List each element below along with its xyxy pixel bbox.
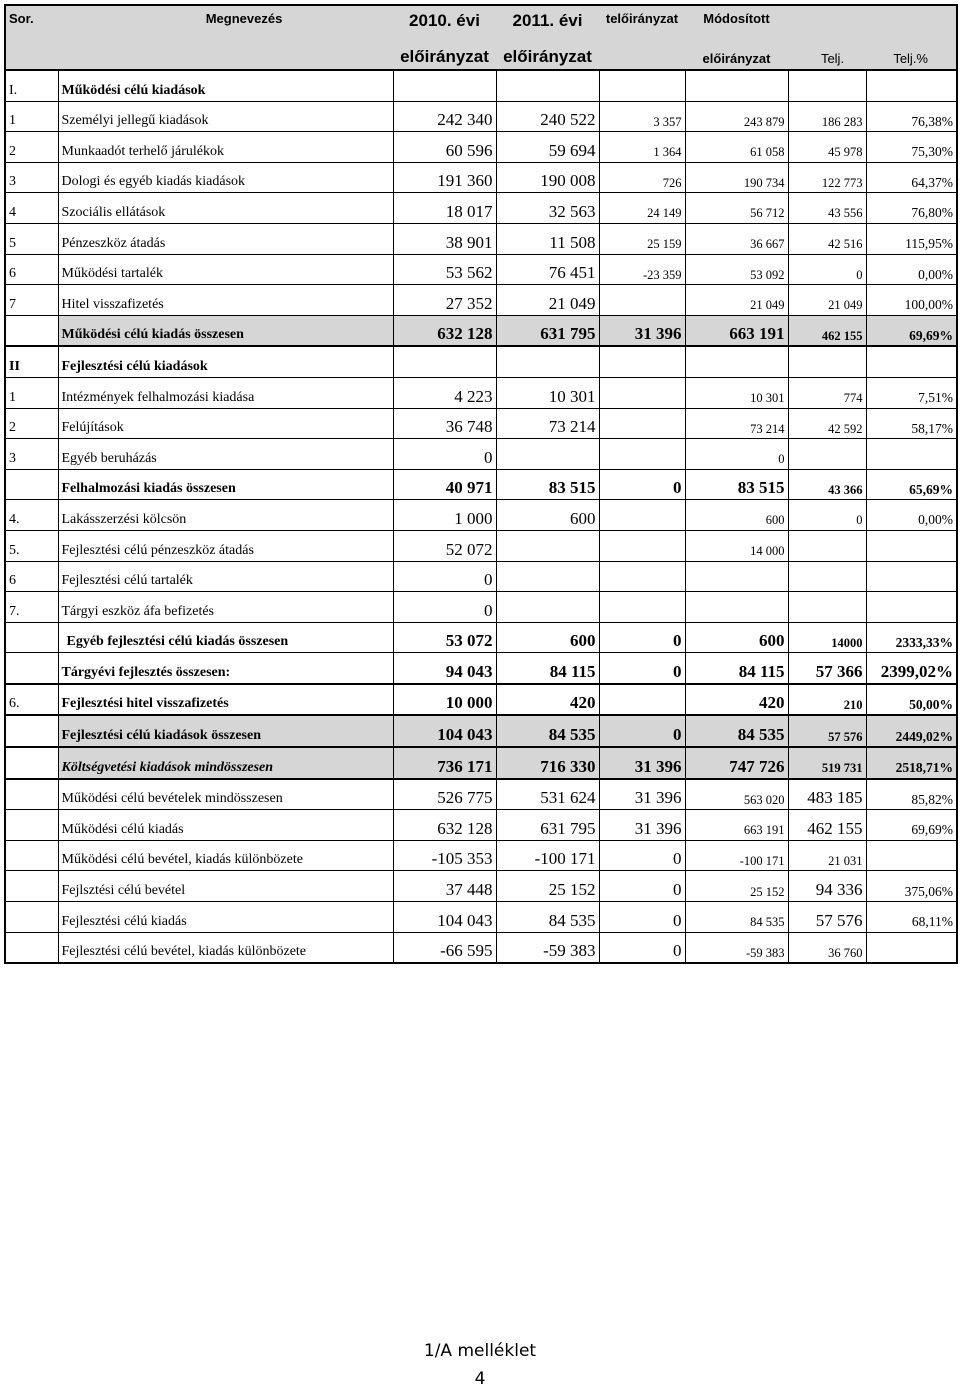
cell-v2010: 10 000 <box>393 684 496 716</box>
cell-name: Fejlesztési célú kiadás <box>58 902 393 933</box>
cell-sor: II <box>5 346 58 377</box>
cell-chg <box>599 530 685 561</box>
cell-v2011: 631 795 <box>496 315 599 346</box>
cell-pct <box>866 932 957 963</box>
cell-mod: 84 535 <box>685 715 788 747</box>
table-row <box>5 779 957 810</box>
cell-chg: 31 396 <box>599 779 685 810</box>
cell-pct: 69,69% <box>866 810 957 841</box>
cell-telj: 462 155 <box>788 315 866 346</box>
cell-chg: 0 <box>599 622 685 653</box>
cell-telj: 0 <box>788 500 866 531</box>
cell-v2010: 36 748 <box>393 408 496 439</box>
cell-name: Tárgyévi fejlesztés összesen: <box>58 653 393 684</box>
cell-sor: 6 <box>5 254 58 285</box>
table-row <box>5 530 957 561</box>
cell-chg <box>599 285 685 316</box>
cell-pct: 85,82% <box>866 779 957 810</box>
cell-chg <box>599 561 685 592</box>
cell-sor <box>5 747 58 779</box>
cell-mod: 36 667 <box>685 223 788 254</box>
cell-name: Működési célú kiadások <box>58 70 393 101</box>
cell-chg <box>599 346 685 377</box>
cell-v2011: 11 508 <box>496 223 599 254</box>
cell-sor: 1 <box>5 377 58 408</box>
cell-mod <box>685 592 788 623</box>
cell-name: Fejlesztési célú kiadások <box>58 346 393 377</box>
cell-pct: 0,00% <box>866 500 957 531</box>
cell-v2011: 716 330 <box>496 747 599 779</box>
cell-name: Működési célú bevételek mindösszesen <box>58 779 393 810</box>
cell-pct: 2449,02% <box>866 715 957 747</box>
table-row <box>5 747 957 779</box>
cell-sor: 4 <box>5 193 58 224</box>
cell-sor <box>5 653 58 684</box>
cell-name: Működési célú bevétel, kiadás különbözete <box>58 840 393 871</box>
cell-v2010: 0 <box>393 561 496 592</box>
cell-telj: 21 049 <box>788 285 866 316</box>
cell-sor <box>5 315 58 346</box>
cell-pct <box>866 561 957 592</box>
cell-name: Fejlesztési hitel visszafizetés <box>58 684 393 716</box>
table-row <box>5 622 957 653</box>
cell-mod: 84 535 <box>685 902 788 933</box>
cell-telj <box>788 592 866 623</box>
header-blank-1 <box>788 5 866 39</box>
header-row-2 <box>5 39 957 70</box>
cell-sor: 3 <box>5 439 58 470</box>
cell-chg: 0 <box>599 871 685 902</box>
cell-telj: 43 366 <box>788 469 866 500</box>
cell-mod: 73 214 <box>685 408 788 439</box>
cell-telj: 210 <box>788 684 866 716</box>
cell-v2010: 736 171 <box>393 747 496 779</box>
cell-mod: 83 515 <box>685 469 788 500</box>
cell-pct: 75,30% <box>866 132 957 163</box>
cell-mod: 25 152 <box>685 871 788 902</box>
cell-telj: 57 576 <box>788 715 866 747</box>
header-name: Megnevezés <box>58 5 393 39</box>
cell-telj: 21 031 <box>788 840 866 871</box>
table-row <box>5 715 957 747</box>
cell-v2011: 76 451 <box>496 254 599 285</box>
cell-mod: 21 049 <box>685 285 788 316</box>
cell-mod: -59 383 <box>685 932 788 963</box>
cell-v2011: 83 515 <box>496 469 599 500</box>
header-mod-line2: előirányzat <box>685 39 788 70</box>
cell-name: Tárgyi eszköz áfa befizetés <box>58 592 393 623</box>
table-row <box>5 932 957 963</box>
budget-table <box>4 4 958 964</box>
table-row <box>5 653 957 684</box>
cell-name: Fejlesztési célú bevétel, kiadás különbözete <box>58 932 393 963</box>
page-number: 4 <box>474 1369 486 1389</box>
cell-pct: 76,80% <box>866 193 957 224</box>
cell-mod <box>685 346 788 377</box>
cell-v2010: 0 <box>393 439 496 470</box>
cell-sor: 2 <box>5 408 58 439</box>
cell-v2010: 242 340 <box>393 101 496 132</box>
cell-chg: 1 364 <box>599 132 685 163</box>
cell-sor: 5. <box>5 530 58 561</box>
cell-telj: 14000 <box>788 622 866 653</box>
cell-mod: 420 <box>685 684 788 716</box>
table-row <box>5 500 957 531</box>
table-row <box>5 377 957 408</box>
cell-mod: 10 301 <box>685 377 788 408</box>
table-row <box>5 810 957 841</box>
cell-name: Működési célú kiadás <box>58 810 393 841</box>
cell-v2010 <box>393 70 496 101</box>
cell-name: Személyi jellegű kiadások <box>58 101 393 132</box>
table-row <box>5 592 957 623</box>
cell-v2011: 59 694 <box>496 132 599 163</box>
header-blank-2 <box>866 5 957 39</box>
cell-mod <box>685 561 788 592</box>
cell-chg: 25 159 <box>599 223 685 254</box>
cell-mod: 243 879 <box>685 101 788 132</box>
cell-v2010: 53 072 <box>393 622 496 653</box>
cell-v2011: 531 624 <box>496 779 599 810</box>
table-row <box>5 871 957 902</box>
table-row <box>5 840 957 871</box>
cell-telj: 94 336 <box>788 871 866 902</box>
cell-sor: 6. <box>5 684 58 716</box>
header-sor: Sor. <box>5 5 58 39</box>
cell-name: Fejlesztési célú tartalék <box>58 561 393 592</box>
cell-v2011: 73 214 <box>496 408 599 439</box>
cell-pct <box>866 346 957 377</box>
cell-telj: 57 366 <box>788 653 866 684</box>
annex-label: 1/A melléklet <box>423 1341 537 1361</box>
header-change: telőirányzat <box>599 5 685 39</box>
cell-telj: 0 <box>788 254 866 285</box>
cell-name: Működési célú kiadás összesen <box>58 315 393 346</box>
header-blank-5 <box>599 39 685 70</box>
cell-pct: 100,00% <box>866 285 957 316</box>
cell-v2011: 600 <box>496 622 599 653</box>
cell-sor: 7. <box>5 592 58 623</box>
cell-sor <box>5 622 58 653</box>
cell-name: Költségvetési kiadások mindösszesen <box>58 747 393 779</box>
table-row <box>5 101 957 132</box>
cell-telj: 36 760 <box>788 932 866 963</box>
cell-telj: 57 576 <box>788 902 866 933</box>
cell-v2011: 84 535 <box>496 902 599 933</box>
cell-pct: 50,00% <box>866 684 957 716</box>
cell-chg <box>599 500 685 531</box>
cell-sor <box>5 715 58 747</box>
cell-chg: 0 <box>599 902 685 933</box>
cell-v2011 <box>496 439 599 470</box>
table-row <box>5 469 957 500</box>
cell-sor <box>5 932 58 963</box>
cell-v2010: 40 971 <box>393 469 496 500</box>
cell-v2011 <box>496 592 599 623</box>
header-telj-pct: Telj.% <box>866 39 957 70</box>
cell-sor: 2 <box>5 132 58 163</box>
table-row <box>5 902 957 933</box>
table-row <box>5 684 957 716</box>
cell-v2010: 18 017 <box>393 193 496 224</box>
cell-v2011 <box>496 346 599 377</box>
cell-mod: 53 092 <box>685 254 788 285</box>
table-row <box>5 408 957 439</box>
cell-telj <box>788 561 866 592</box>
cell-telj <box>788 530 866 561</box>
cell-v2010: 94 043 <box>393 653 496 684</box>
cell-pct: 2333,33% <box>866 622 957 653</box>
cell-v2010: 4 223 <box>393 377 496 408</box>
cell-telj: 42 592 <box>788 408 866 439</box>
cell-v2010: 191 360 <box>393 162 496 193</box>
cell-telj <box>788 439 866 470</box>
cell-telj: 774 <box>788 377 866 408</box>
cell-name: Felújítások <box>58 408 393 439</box>
cell-v2010: 52 072 <box>393 530 496 561</box>
cell-name: Szociális ellátások <box>58 193 393 224</box>
cell-sor: I. <box>5 70 58 101</box>
cell-v2010: 37 448 <box>393 871 496 902</box>
cell-name: Intézmények felhalmozási kiadása <box>58 377 393 408</box>
cell-chg: 0 <box>599 840 685 871</box>
cell-v2011: 600 <box>496 500 599 531</box>
table-row <box>5 315 957 346</box>
table-row <box>5 162 957 193</box>
cell-v2011 <box>496 530 599 561</box>
cell-v2011: 32 563 <box>496 193 599 224</box>
cell-mod: 747 726 <box>685 747 788 779</box>
cell-mod: -100 171 <box>685 840 788 871</box>
cell-telj: 122 773 <box>788 162 866 193</box>
cell-telj: 483 185 <box>788 779 866 810</box>
table-row <box>5 561 957 592</box>
cell-chg: 726 <box>599 162 685 193</box>
cell-sor: 5 <box>5 223 58 254</box>
cell-mod: 0 <box>685 439 788 470</box>
cell-v2011: 84 535 <box>496 715 599 747</box>
cell-mod: 190 734 <box>685 162 788 193</box>
page-footer <box>0 1341 960 1389</box>
cell-v2011: 84 115 <box>496 653 599 684</box>
cell-chg: 0 <box>599 653 685 684</box>
table-row <box>5 132 957 163</box>
cell-chg <box>599 70 685 101</box>
cell-chg <box>599 684 685 716</box>
cell-chg <box>599 439 685 470</box>
cell-chg: -23 359 <box>599 254 685 285</box>
cell-mod: 61 058 <box>685 132 788 163</box>
table-row <box>5 70 957 101</box>
cell-pct <box>866 840 957 871</box>
cell-v2011: 21 049 <box>496 285 599 316</box>
cell-v2011: 240 522 <box>496 101 599 132</box>
cell-v2010: 60 596 <box>393 132 496 163</box>
cell-name: Hitel visszafizetés <box>58 285 393 316</box>
cell-pct: 115,95% <box>866 223 957 254</box>
cell-v2010: 27 352 <box>393 285 496 316</box>
table-row <box>5 254 957 285</box>
cell-v2010: -105 353 <box>393 840 496 871</box>
cell-name: Pénzeszköz átadás <box>58 223 393 254</box>
cell-pct: 0,00% <box>866 254 957 285</box>
cell-name: Egyéb fejlesztési célú kiadás összesen <box>58 622 393 653</box>
cell-v2010: -66 595 <box>393 932 496 963</box>
cell-mod: 600 <box>685 500 788 531</box>
header-2010-line1: 2010. évi <box>393 5 496 39</box>
cell-chg <box>599 408 685 439</box>
cell-sor: 7 <box>5 285 58 316</box>
cell-chg: 31 396 <box>599 315 685 346</box>
cell-pct <box>866 592 957 623</box>
cell-chg: 0 <box>599 932 685 963</box>
cell-v2011 <box>496 70 599 101</box>
cell-v2011: 190 008 <box>496 162 599 193</box>
cell-pct: 2518,71% <box>866 747 957 779</box>
cell-v2010: 38 901 <box>393 223 496 254</box>
cell-pct: 65,69% <box>866 469 957 500</box>
cell-sor <box>5 469 58 500</box>
cell-chg: 3 357 <box>599 101 685 132</box>
cell-pct <box>866 530 957 561</box>
cell-v2010: 104 043 <box>393 902 496 933</box>
cell-mod: 663 191 <box>685 315 788 346</box>
cell-sor <box>5 779 58 810</box>
cell-chg: 0 <box>599 469 685 500</box>
cell-v2011: 420 <box>496 684 599 716</box>
cell-pct <box>866 439 957 470</box>
cell-chg <box>599 592 685 623</box>
cell-name: Fejlesztési célú kiadások összesen <box>58 715 393 747</box>
cell-mod: 563 020 <box>685 779 788 810</box>
cell-name: Fejlsztési célú bevétel <box>58 871 393 902</box>
cell-pct: 68,11% <box>866 902 957 933</box>
cell-v2011: 631 795 <box>496 810 599 841</box>
cell-telj: 45 978 <box>788 132 866 163</box>
cell-v2011: 10 301 <box>496 377 599 408</box>
header-mod-line1: Módosított <box>685 5 788 39</box>
cell-name: Működési tartalék <box>58 254 393 285</box>
header-row-1 <box>5 5 957 39</box>
cell-telj <box>788 346 866 377</box>
cell-sor <box>5 810 58 841</box>
cell-sor: 4. <box>5 500 58 531</box>
header-blank-4 <box>58 39 393 70</box>
cell-mod: 14 000 <box>685 530 788 561</box>
cell-telj: 519 731 <box>788 747 866 779</box>
header-telj: Telj. <box>788 39 866 70</box>
cell-sor: 3 <box>5 162 58 193</box>
cell-pct: 76,38% <box>866 101 957 132</box>
cell-mod: 663 191 <box>685 810 788 841</box>
cell-pct: 58,17% <box>866 408 957 439</box>
cell-chg: 31 396 <box>599 810 685 841</box>
cell-pct: 64,37% <box>866 162 957 193</box>
cell-name: Egyéb beruházás <box>58 439 393 470</box>
cell-name: Munkaadót terhelő járulékok <box>58 132 393 163</box>
cell-sor: 1 <box>5 101 58 132</box>
cell-chg: 24 149 <box>599 193 685 224</box>
cell-sor <box>5 840 58 871</box>
cell-telj: 186 283 <box>788 101 866 132</box>
cell-sor <box>5 871 58 902</box>
cell-pct: 375,06% <box>866 871 957 902</box>
cell-pct: 2399,02% <box>866 653 957 684</box>
cell-pct: 7,51% <box>866 377 957 408</box>
header-blank-3 <box>5 39 58 70</box>
cell-v2010: 1 000 <box>393 500 496 531</box>
table-row <box>5 346 957 377</box>
cell-name: Felhalmozási kiadás összesen <box>58 469 393 500</box>
cell-v2010: 0 <box>393 592 496 623</box>
cell-pct: 69,69% <box>866 315 957 346</box>
cell-v2010: 104 043 <box>393 715 496 747</box>
cell-v2010: 526 775 <box>393 779 496 810</box>
header-2010-line2: előirányzat <box>393 39 496 70</box>
cell-sor <box>5 902 58 933</box>
cell-v2010: 632 128 <box>393 810 496 841</box>
cell-pct <box>866 70 957 101</box>
cell-telj: 42 516 <box>788 223 866 254</box>
cell-v2011: -59 383 <box>496 932 599 963</box>
cell-telj: 462 155 <box>788 810 866 841</box>
table-row <box>5 223 957 254</box>
cell-chg: 0 <box>599 715 685 747</box>
cell-v2010: 53 562 <box>393 254 496 285</box>
cell-v2011 <box>496 561 599 592</box>
cell-telj <box>788 70 866 101</box>
cell-v2011: 25 152 <box>496 871 599 902</box>
cell-mod <box>685 70 788 101</box>
cell-sor: 6 <box>5 561 58 592</box>
cell-telj: 43 556 <box>788 193 866 224</box>
cell-v2010: 632 128 <box>393 315 496 346</box>
cell-v2011: -100 171 <box>496 840 599 871</box>
cell-v2010 <box>393 346 496 377</box>
cell-name: Dologi és egyéb kiadás kiadások <box>58 162 393 193</box>
cell-chg: 31 396 <box>599 747 685 779</box>
cell-name: Fejlesztési célú pénzeszköz átadás <box>58 530 393 561</box>
table-row <box>5 193 957 224</box>
cell-mod: 56 712 <box>685 193 788 224</box>
header-2011-line1: 2011. évi <box>496 5 599 39</box>
cell-mod: 600 <box>685 622 788 653</box>
cell-mod: 84 115 <box>685 653 788 684</box>
header-2011-line2: előirányzat <box>496 39 599 70</box>
table-row <box>5 285 957 316</box>
cell-name: Lakásszerzési kölcsön <box>58 500 393 531</box>
cell-chg <box>599 377 685 408</box>
table-row <box>5 439 957 470</box>
